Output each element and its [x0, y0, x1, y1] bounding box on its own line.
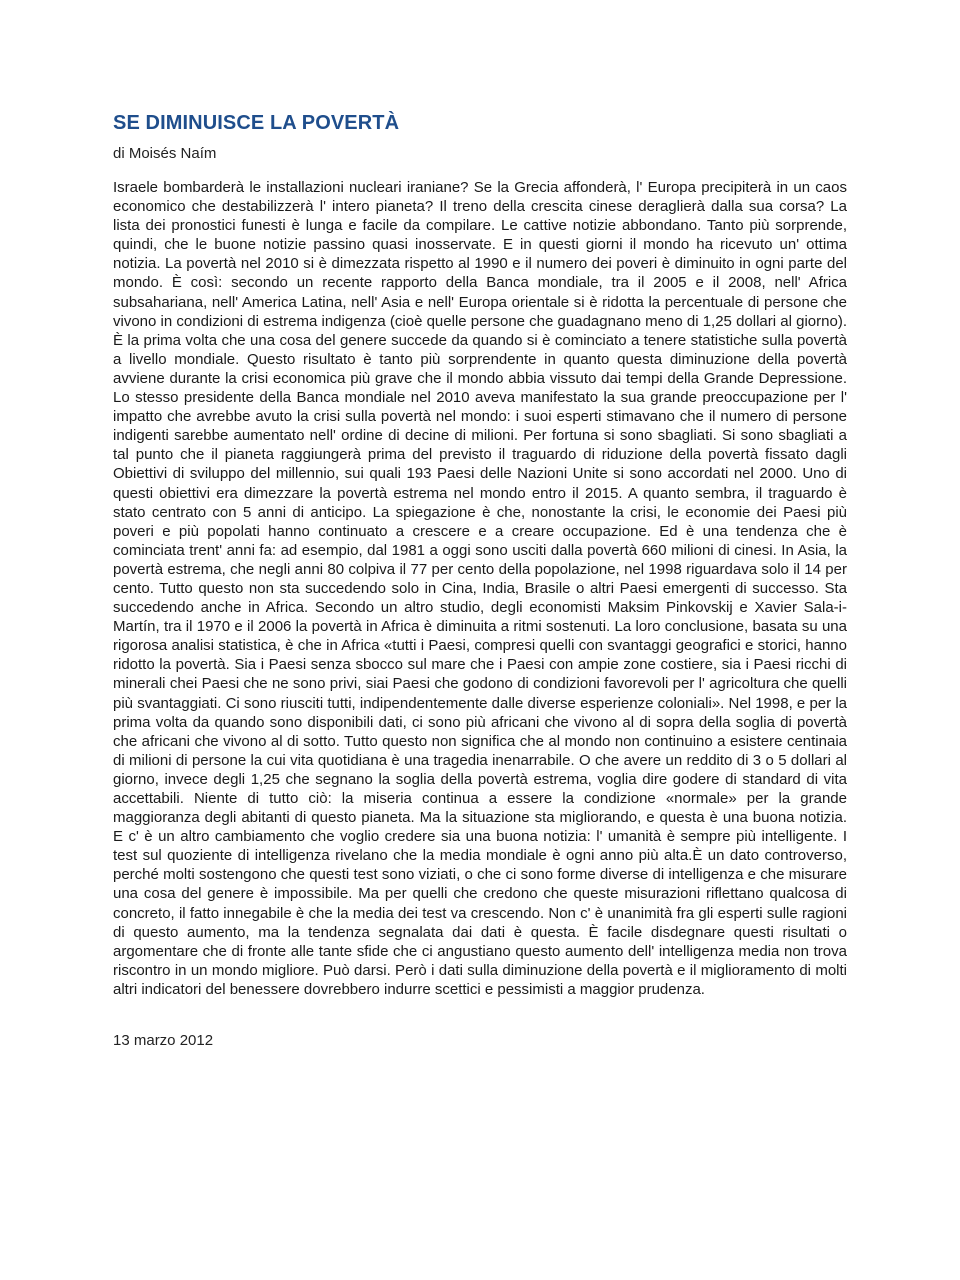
article-body: Israele bombarderà le installazioni nucleari iraniane? Se la Grecia affonderà, l' Europa precipiterà in un caos economico che destabilizzerà l' intero pianeta? Il treno della crescita cinese deraglierà dalla sua corsa? La lista dei pronostici funesti è lunga e facile da compilare. Le cattive notizie abbondano. Tanto più sorprende, quindi, che le buone notizie passino quasi inosservate. E in questi giorni il mondo ha ricevuto un' ottima notizia. La povertà nel 2010 si è dimezzata rispetto al 1990 e il numero dei poveri è diminuito in ogni parte del mondo. È così: secondo un recente rapporto della Banca mondiale, tra il 2005 e il 2008, nell' Africa subsahariana, nell' America Latina, nell' Asia e nell' Europa orientale si è ridotta la percentuale di persone che vivono in condizioni di estrema indigenza (cioè quelle persone che guadagnano meno di 1,25 dollari al giorno). È la prima volta che una cosa del genere succede da quando si è cominciato a tenere statistiche sulla povertà a livello mondiale. Questo risultato è tanto più sorprendente in quanto questa diminuzione della povertà avviene durante la crisi economica più grave che il mondo abbia vissuto dai tempi della Grande Depressione. Lo stesso presidente della Banca mondiale nel 2010 aveva manifestato la sua grande preoccupazione per l' impatto che avrebbe avuto la crisi sulla povertà nel mondo: i suoi esperti stimavano che il numero di persone indigenti sarebbe aumentato nell' ordine di decine di milioni. Per fortuna si sono sbagliati. Si sono sbagliati a tal punto che il pianeta raggiungerà prima del previsto il traguardo di riduzione della povertà fissato dagli Obiettivi di sviluppo del millennio, sui quali 193 Paesi delle Nazioni Unite si sono accordati nel 2000. Uno di questi obiettivi era dimezzare la povertà estrema nel mondo entro il 2015. A quanto sembra, il traguardo è stato centrato con 5 anni di anticipo. La spiegazione è che, nonostante la crisi, le economie dei Paesi più poveri e più popolati hanno continuato a crescere e a creare occupazione. Ed è una tendenza che è cominciata trent' anni fa: ad esempio, dal 1981 a oggi sono usciti dalla povertà 660 milioni di cinesi. In Asia, la povertà estrema, che negli anni 80 colpiva il 77 per cento della popolazione, nel 1998 riguardava solo il 14 per cento. Tutto questo non sta succedendo solo in Cina, India, Brasile o altri Paesi emergenti di successo. Sta succedendo anche in Africa. Secondo un altro studio, degli economisti Maksim Pinkovskij e Xavier Sala-i-Martín, tra il 1970 e il 2006 la povertà in Africa è diminuita a ritmi sostenuti. La loro conclusione, basata su una rigorosa analisi statistica, è che in Africa «tutti i Paesi, compresi quelli con svantaggi geografici e storici, hanno ridotto la povertà. Sia i Paesi senza sbocco sul mare che i Paesi con ampie zone costiere, sia i Paesi ricchi di minerali chei Paesi che ne sono privi, siai Paesi che godono di condizioni favorevoli per l' agricoltura che quelli più svantaggiati. Ci sono riusciti tutti, indipendentemente dalle diverse esperienze coloniali». Nel 1998, e per la prima volta da quando sono disponibili dati, ci sono più africani che vivono al di sopra della soglia di povertà che africani che vivono al di sotto. Tutto questo non significa che al mondo non continuino a esistere centinaia di milioni di persone la cui vita quotidiana è una tragedia inenarrabile. O che avere un reddito di 3 o 5 dollari al giorno, invece degli 1,25 che segnano la soglia della povertà estrema, voglia dire godere di standard di vita accettabili. Niente di tutto ciò: la miseria continua a essere la condizione «normale» per la grande maggioranza degli abitanti di questo pianeta. Ma la situazione sta migliorando, e questa è una buona notizia. E c' è un altro cambiamento che voglio credere sia una buona notizia: l' umanità è sempre più intelligente. I test sul quoziente di intelligenza rivelano che la media mondiale è ogni anno più alta.È un dato controverso, perché molti sostengono che questi test sono viziati, o che ci sono forme diverse di intelligenza e che misurare una cosa del genere è impossibile. Ma per quelli che credono che queste misurazioni riflettano qualcosa di concreto, il fatto innegabile è che la media dei test va crescendo. Non c' è unanimità fra gli esperti sulle ragioni di questo aumento, ma la tendenza segnalata dai dati è questa. È facile disdegnare questi risultati o argomentare che di fronte alle tante sfide che ci angustiano questo aumento dell' intelligenza media non trova riscontro in un mondo migliore. Può darsi. Però i dati sulla diminuzione della povertà e il miglioramento di molti altri indicatori del benessere dovrebbero indurre scettici e pessimisti a maggior prudenza.: [113, 179, 847, 998]
article-date: 13 marzo 2012: [113, 1032, 214, 1050]
article-title: SE DIMINUISCE LA POVERTÀ: [113, 112, 400, 134]
article-page: [113, 110, 847, 1051]
article-byline: di Moisés Naím: [113, 145, 217, 162]
